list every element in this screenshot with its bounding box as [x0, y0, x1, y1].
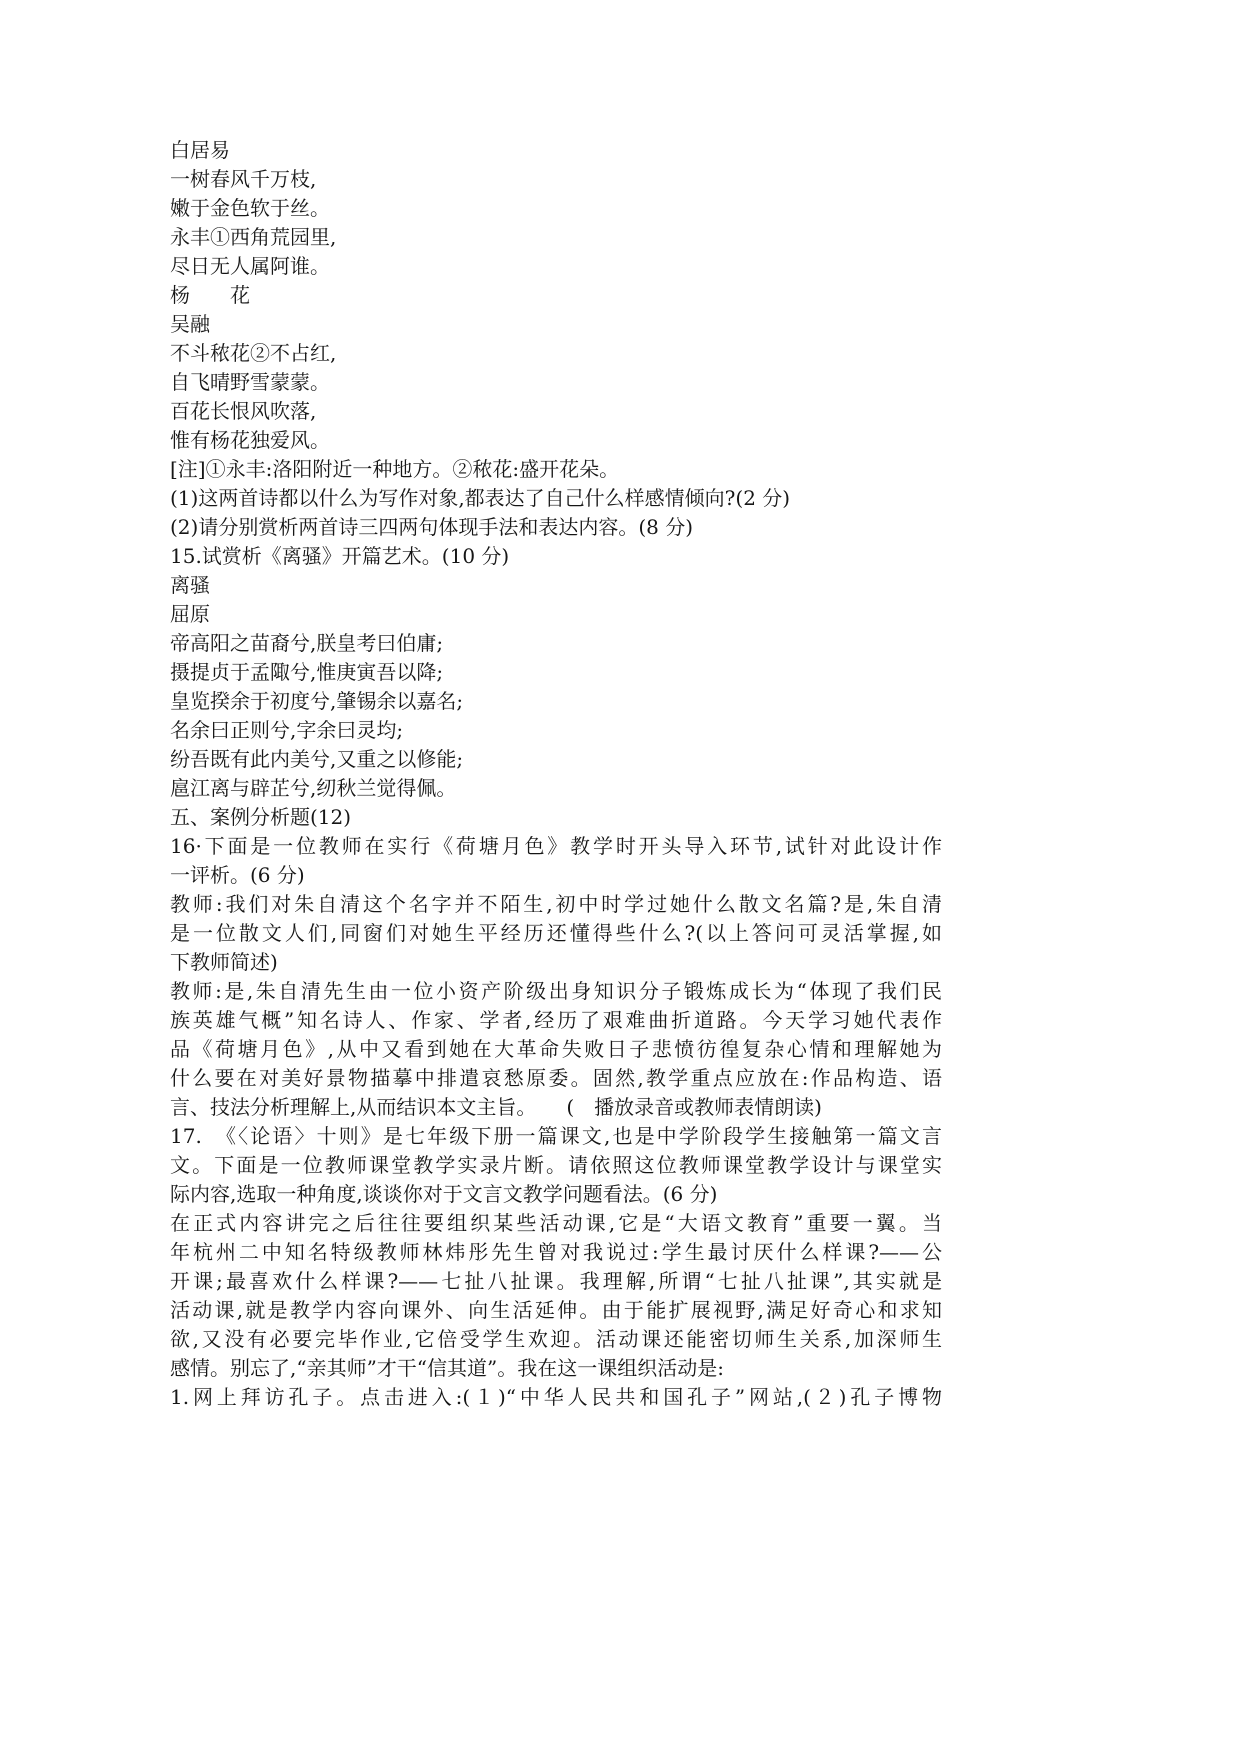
- poem-verse: 扈江离与辟芷兮,纫秋兰觉得佩。: [170, 776, 457, 800]
- question-16-transcript-line: 教师:是,朱自清先生由一位小资产阶级出身知识分子锻炼成长为“体现了我们民: [170, 979, 942, 1003]
- question-17-passage-line: 年杭州二中知名特级教师林炜彤先生曾对我说过:学生最讨厌什么样课?——公: [170, 1240, 942, 1264]
- poem-author-wurong: 吴融: [170, 312, 210, 336]
- question-16-prompt-line: 一评析。(6 分): [170, 863, 305, 887]
- poem-verse: 百花长恨风吹落,: [170, 399, 317, 423]
- poem-verse: 帝高阳之苗裔兮,朕皇考曰伯庸;: [170, 631, 444, 655]
- question-17-passage-line: 活动课,就是教学内容向课外、向生活延伸。由于能扩展视野,满足好奇心和求知: [170, 1298, 942, 1322]
- question-17-prompt-line: 际内容,选取一种角度,谈谈你对于文言文教学问题看法。(6 分): [170, 1182, 718, 1206]
- poem-verse: 摄提贞于孟陬兮,惟庚寅吾以降;: [170, 660, 444, 684]
- poem-verse: 自飞晴野雪蒙蒙。: [170, 370, 330, 394]
- section-5-heading: 五、案例分析题(12): [170, 805, 352, 829]
- poem-verse: 尽日无人属阿谁。: [170, 254, 330, 278]
- question-17-passage-line: 感情。别忘了,“亲其师”才干“信其道”。我在这一课组织活动是:: [170, 1356, 724, 1380]
- question-17-passage-line: 开课;最喜欢什么样课?——七扯八扯课。我理解,所谓“七扯八扯课”,其实就是: [170, 1269, 942, 1293]
- poem-author-quyuan: 屈原: [170, 602, 210, 626]
- question-16-transcript-line: 什么要在对美好景物描摹中排遣哀愁原委。固然,教学重点应放在:作品构造、语: [170, 1066, 942, 1090]
- poem-title-lisao: 离骚: [170, 573, 210, 597]
- poem-verse: 惟有杨花独爱风。: [170, 428, 330, 452]
- poem-verse: 永丰①西角荒园里,: [170, 225, 337, 249]
- poem-verse: 名余曰正则兮,字余曰灵均;: [170, 718, 404, 742]
- poem-verse: 嫩于金色软于丝。: [170, 196, 330, 220]
- question-17-prompt-line: 17. 《〈论语〉十则》是七年级下册一篇课文,也是中学阶段学生接触第一篇文言: [170, 1124, 942, 1148]
- question-17-passage-line: 1.网上拜访孔子。点击进入:(１)“中华人民共和国孔子”网站,(２)孔子博物: [170, 1385, 942, 1409]
- question-15-prompt: 15.试赏析《离骚》开篇艺术。(10 分): [170, 544, 510, 568]
- poem-verse: 皇览揆余于初度兮,肇锡余以嘉名;: [170, 689, 464, 713]
- question-16-transcript-line: 教师:我们对朱自清这个名字并不陌生,初中时学过她什么散文名篇?是,朱自清: [170, 892, 942, 916]
- question-17-passage-line: 在正式内容讲完之后往往要组织某些活动课,它是“大语文教育”重要一翼。当: [170, 1211, 942, 1235]
- poem-verse: 不斗秾花②不占红,: [170, 341, 337, 365]
- question-14-part-1: (1)这两首诗都以什么为写作对象,都表达了自己什么样感情倾向?(2 分): [170, 486, 791, 510]
- question-17-prompt-line: 文。下面是一位教师课堂教学实录片断。请依照这位教师课堂教学设计与课堂实: [170, 1153, 942, 1177]
- poem-verse: 一树春风千万枝,: [170, 167, 317, 191]
- question-16-transcript-line: 言、技法分析理解上,从而结识本文主旨。 ( 播放录音或教师表情朗读): [170, 1095, 822, 1119]
- question-17-passage-line: 欲,又没有必要完毕作业,它倍受学生欢迎。活动课还能密切师生关系,加深师生: [170, 1327, 942, 1351]
- question-14-part-2: (2)请分别赏析两首诗三四两句体现手法和表达内容。(8 分): [170, 515, 694, 539]
- poem-author-baijuyi: 白居易: [170, 138, 230, 162]
- poem-verse: 纷吾既有此内美兮,又重之以修能;: [170, 747, 464, 771]
- question-16-prompt-line: 16·下面是一位教师在实行《荷塘月色》教学时开头导入环节,试针对此设计作: [170, 834, 942, 858]
- question-16-transcript-line: 是一位散文人们,同窗们对她生平经历还懂得些什么?(以上答问可灵活掌握,如: [170, 921, 942, 945]
- question-16-transcript-line: 族英雄气概”知名诗人、作家、学者,经历了艰难曲折道路。今天学习她代表作: [170, 1008, 942, 1032]
- question-16-transcript-line: 品《荷塘月色》,从中又看到她在大革命失败日子悲愤彷徨复杂心情和理解她为: [170, 1037, 942, 1061]
- document-body: [170, 136, 942, 1412]
- poem-title-yanghua: 杨 花: [170, 283, 250, 307]
- annotation-note: [注]①永丰:洛阳附近一种地方。②秾花:盛开花朵。: [170, 457, 620, 481]
- question-16-transcript-line: 下教师简述): [170, 950, 278, 974]
